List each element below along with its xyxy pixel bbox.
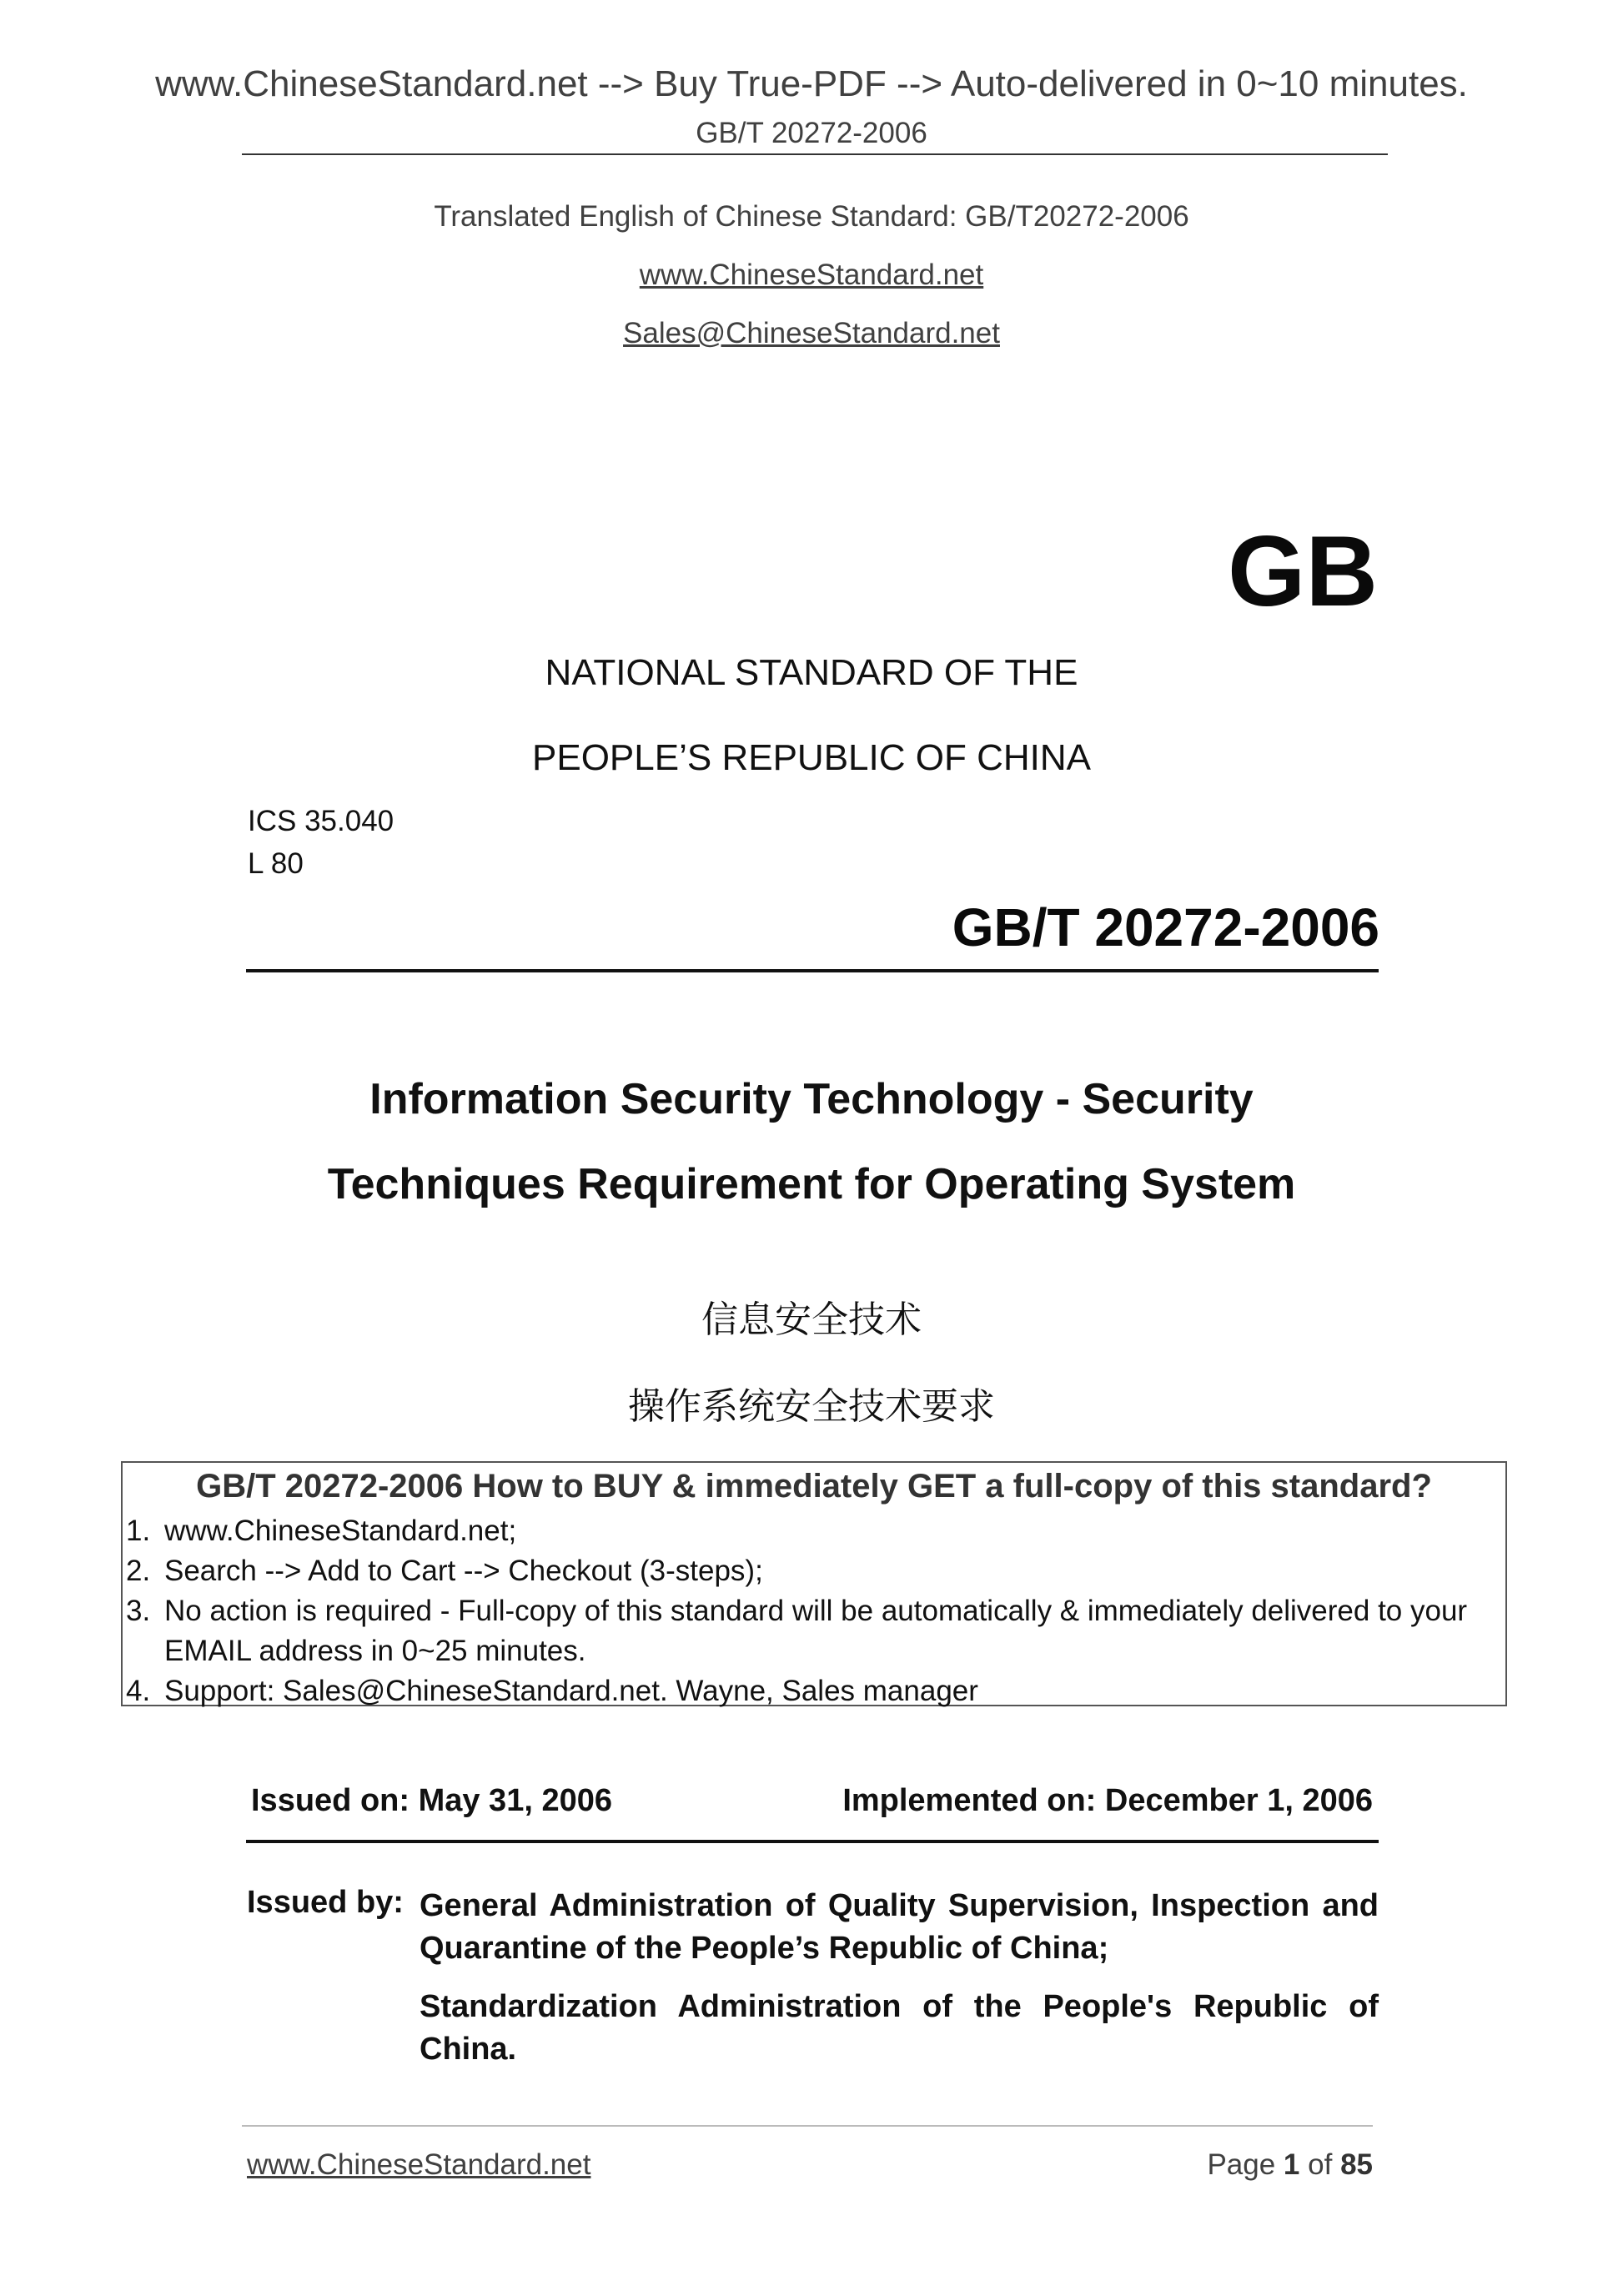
site-link-wrap	[0, 259, 1623, 292]
page-current: 1	[1283, 2148, 1300, 2181]
email-link[interactable]: Sales@ChineseStandard.net	[623, 317, 1000, 349]
issued-on-date: Issued on: May 31, 2006	[251, 1783, 612, 1818]
purchase-info-box	[121, 1461, 1507, 1706]
purchase-step	[126, 1511, 1497, 1551]
gb-mark: GB	[1228, 515, 1378, 627]
purchase-steps	[126, 1511, 1497, 1711]
purchase-heading: GB/T 20272-2006 How to BUY & immediately GET a full-copy of this standard?	[196, 1468, 1432, 1505]
purchase-step	[126, 1671, 1497, 1711]
page-total: 85	[1340, 2148, 1373, 2181]
national-standard-line1: NATIONAL STANDARD OF THE	[545, 652, 1078, 693]
title-divider	[246, 969, 1379, 972]
page-indicator	[1207, 2148, 1373, 2182]
chinese-title-line1: 信息安全技术	[701, 1299, 922, 1340]
class-code: L 80	[248, 847, 304, 880]
step-number: 4.	[126, 1675, 151, 1707]
step-text: Search --> Add to Cart --> Checkout (3-steps);	[164, 1555, 763, 1587]
issuer-aqsiq: General Administration of Quality Supervision, Inspection and Quarantine of the People’s Republic of China;	[420, 1888, 1379, 1966]
chinese-title-line2: 操作系统安全技术要求	[628, 1386, 995, 1427]
page-prefix: Page	[1207, 2148, 1276, 2181]
step-number: 2.	[126, 1555, 151, 1587]
ics-code: ICS 35.040	[248, 805, 394, 837]
english-title-line2: Techniques Requirement for Operating System	[327, 1160, 1296, 1208]
implemented-on-date: Implemented on: December 1, 2006	[842, 1783, 1373, 1818]
site-link[interactable]: www.ChineseStandard.net	[639, 259, 984, 291]
step-number: 3.	[126, 1595, 151, 1627]
standard-number: GB/T 20272-2006	[952, 897, 1379, 957]
purchase-step	[126, 1591, 1497, 1671]
issued-by-label: Issued by:	[247, 1885, 404, 1920]
dates-divider	[246, 1840, 1379, 1843]
top-banner: www.ChineseStandard.net --> Buy True-PDF --> Auto-delivered in 0~10 minutes.	[155, 63, 1468, 104]
step-text: Support: Sales@ChineseStandard.net. Wayne, Sales manager	[164, 1675, 978, 1707]
footer-divider	[242, 2125, 1373, 2127]
step-number: 1.	[126, 1515, 151, 1547]
step-text: www.ChineseStandard.net;	[164, 1515, 517, 1547]
national-standard-line2: PEOPLE’S REPUBLIC OF CHINA	[532, 737, 1091, 778]
step-text: No action is required - Full-copy of this standard will be automatically & immediately delivered to your EMAIL address in 0~25 minutes.	[164, 1595, 1468, 1667]
header-doc-code: GB/T 20272-2006	[696, 117, 927, 149]
page-of: of	[1308, 2148, 1333, 2181]
footer-site-link[interactable]: www.ChineseStandard.net	[247, 2148, 591, 2181]
header-divider	[242, 153, 1388, 155]
english-title-line1: Information Security Technology - Security	[369, 1075, 1254, 1123]
issuer-sac: Standardization Administration of the People's Republic of China.	[420, 1989, 1379, 2067]
translated-note: Translated English of Chinese Standard: GB/T20272-2006	[434, 200, 1189, 233]
purchase-step	[126, 1551, 1497, 1591]
email-link-wrap	[0, 317, 1623, 350]
